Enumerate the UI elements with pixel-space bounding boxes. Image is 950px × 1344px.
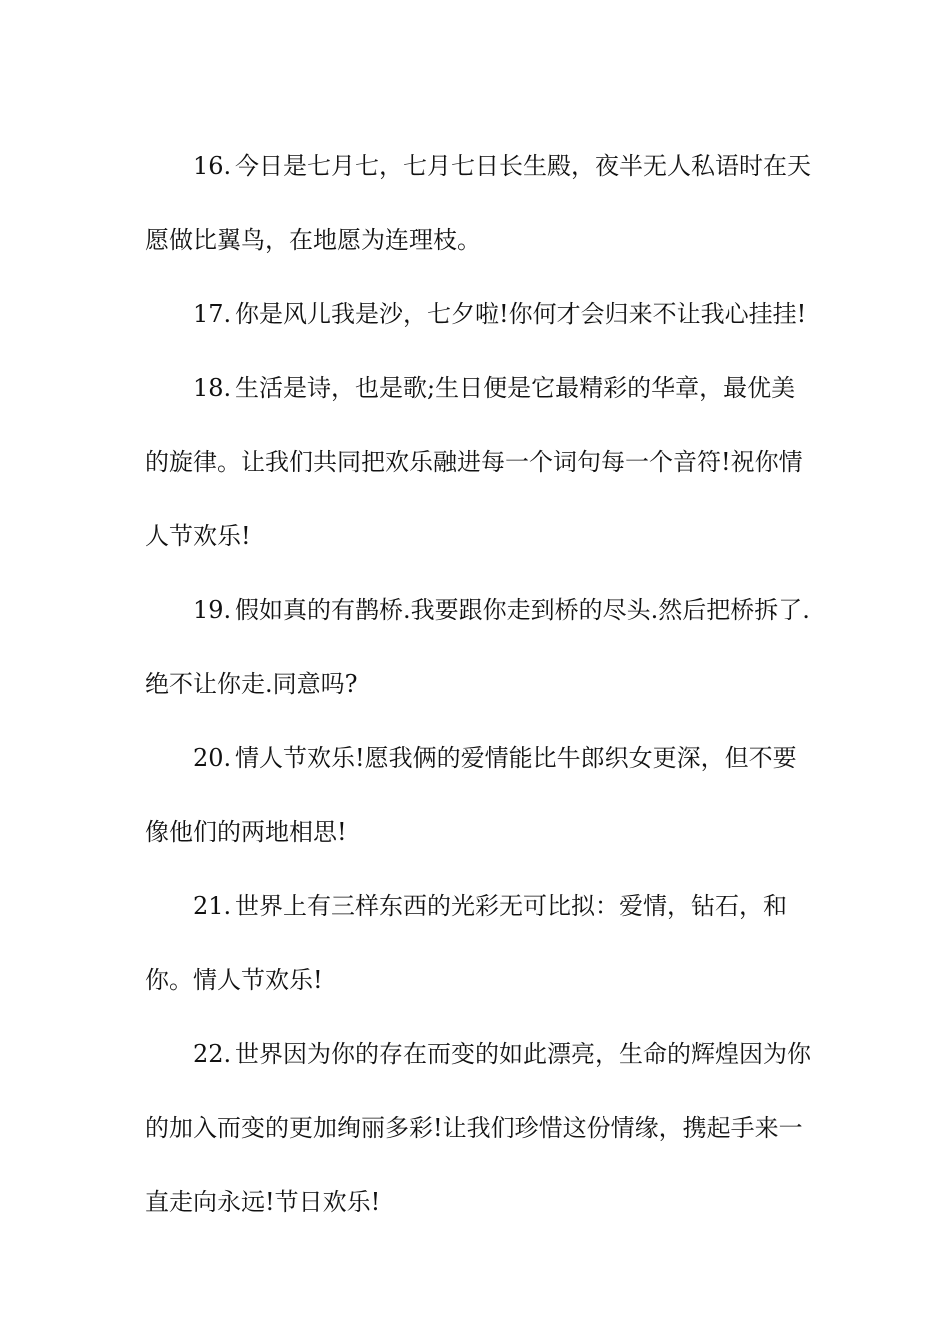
item-text: 世界因为你的存在而变的如此漂亮，生命的辉煌因为你的加入而变的更加绚丽多彩!让我们珍惜这份情缘，携起手来一直走向永远!节日欢乐! [145, 1040, 811, 1216]
item-text: 世界上有三样东西的光彩无可比拟：爱情，钻石，和你。情人节欢乐! [145, 892, 787, 994]
item-text: 生活是诗，也是歌;生日便是它最精彩的华章，最优美的旋律。让我们共同把欢乐融进每一个词句每一个音符!祝你情人节欢乐! [145, 374, 803, 550]
item-text: 假如真的有鹊桥.我要跟你走到桥的尽头.然后把桥拆了.绝不让你走.同意吗? [145, 596, 810, 698]
item-number: 17. [193, 300, 232, 328]
item-number: 22. [193, 1040, 232, 1068]
list-item [145, 721, 815, 869]
item-text: 今日是七月七，七月七日长生殿，夜半无人私语时在天愿做比翼鸟，在地愿为连理枝。 [145, 152, 811, 254]
text-body [145, 129, 815, 1239]
list-item [145, 1017, 815, 1239]
item-text: 你是风儿我是沙，七夕啦!你何才会归来不让我心挂挂! [235, 300, 807, 328]
list-item [145, 277, 815, 351]
item-text: 情人节欢乐!愿我俩的爱情能比牛郎织女更深，但不要像他们的两地相思! [145, 744, 797, 846]
list-item [145, 573, 815, 721]
item-number: 20. [193, 744, 232, 772]
item-number: 18. [193, 374, 232, 402]
list-item [145, 869, 815, 1017]
item-number: 16. [193, 152, 232, 180]
item-number: 21. [193, 892, 232, 920]
list-item [145, 351, 815, 573]
item-number: 19. [193, 596, 232, 624]
list-item [145, 129, 815, 277]
